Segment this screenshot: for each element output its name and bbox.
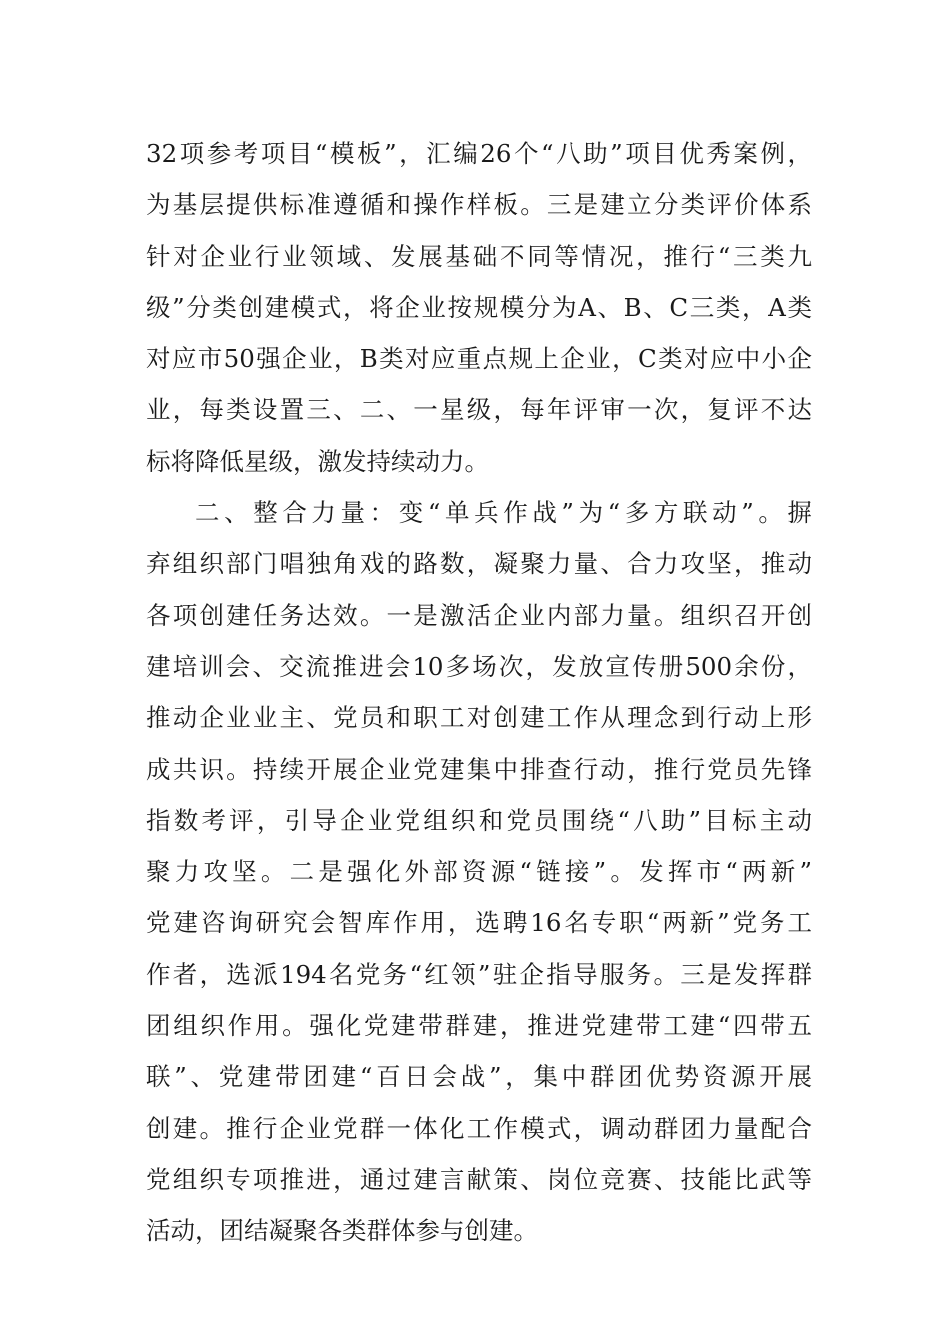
text-line: 指数考评，引导企业党组织和党员围绕“八助”目标主动 [146,805,812,835]
document-body [146,128,812,1257]
text-line: 针对企业行业领域、发展基础不同等情况，推行“三类九 [146,241,812,271]
text-line: 级”分类创建模式，将企业按规模分为A、B、C三类，A类 [146,292,812,322]
text-line: 为基层提供标准遵循和操作样板。三是建立分类评价体系 [146,190,812,220]
text-line: 党建咨询研究会智库作用，选聘16名专职“两新”党务工 [146,908,812,938]
text-line: 成共识。持续开展企业党建集中排查行动，推行党员先锋 [146,754,812,784]
text-line: 党组织专项推进，通过建言献策、岗位竞赛、技能比武等 [146,1164,812,1194]
text-line: 推动企业业主、党员和职工对创建工作从理念到行动上形 [146,703,812,733]
text-line: 聚力攻坚。二是强化外部资源“链接”。发挥市“两新” [146,857,812,887]
text-line: 团组织作用。强化党建带群建，推进党建带工建“四带五 [146,1011,812,1041]
section-heading-line: 二、整合力量：变“单兵作战”为“多方联动”。摒 [195,498,812,528]
text-line: 建培训会、交流推进会10多场次，发放宣传册500余份， [146,651,812,681]
text-line: 标将降低星级，激发持续动力。 [146,446,489,476]
text-line: 各项创建任务达效。一是激活企业内部力量。组织召开创 [146,600,812,630]
text-line: 弃组织部门唱独角戏的路数，凝聚力量、合力攻坚，推动 [146,549,812,579]
text-line: 32项参考项目“模板”，汇编26个“八助”项目优秀案例， [146,139,812,168]
text-line: 作者，选派194名党务“红领”驻企指导服务。三是发挥群 [146,959,812,989]
text-line: 联”、党建带团建“百日会战”，集中群团优势资源开展 [146,1062,812,1092]
text-line: 创建。推行企业党群一体化工作模式，调动群团力量配合 [146,1113,812,1143]
text-line: 业，每类设置三、二、一星级，每年评审一次，复评不达 [146,395,812,425]
text-line: 对应市50强企业，B类对应重点规上企业，C类对应中小企 [146,344,812,374]
text-line: 活动，团结凝聚各类群体参与创建。 [146,1216,538,1246]
